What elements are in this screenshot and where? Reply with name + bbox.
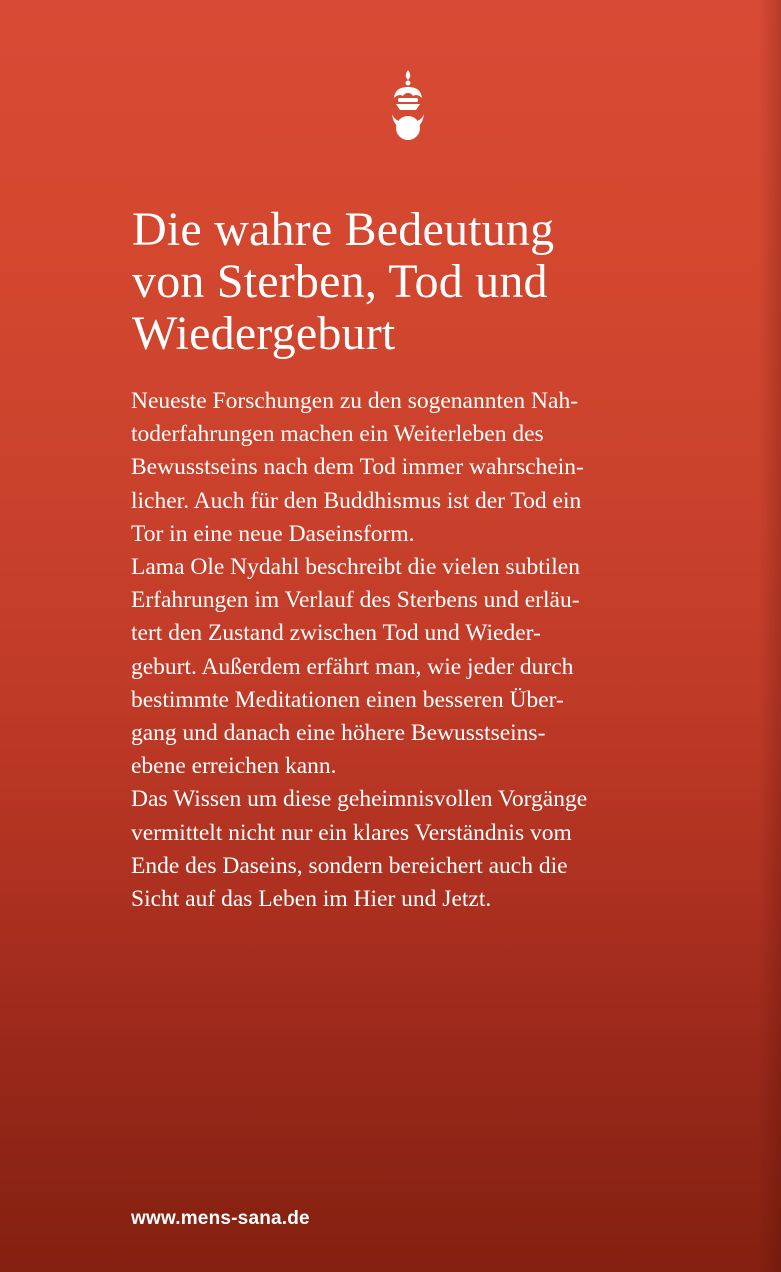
blurb-text [131,385,691,916]
blurb-line: Lama Ole Nydahl beschreibt die vielen subtilen [131,554,580,581]
blurb-line: licher. Auch für den Buddhismus ist der Tod ein [131,487,582,514]
blurb-line: vermittelt nicht nur ein klares Verständnis vom [131,819,572,846]
title-line: von Sterben, Tod und [132,255,548,308]
publisher-url: www.mens-sana.de [131,1208,310,1229]
blurb-line: Tor in eine neue Daseinsform. [131,520,415,547]
title-line: Wiedergeburt [132,307,396,360]
blurb-line: toderfahrungen machen ein Weiterleben des [131,421,544,448]
blurb-line: gang und danach eine höhere Bewusstseins- [131,720,546,747]
blurb-line: Sicht auf das Leben im Hier und Jetzt. [131,886,492,913]
book-title [132,204,752,360]
blurb-line: geburt. Außerdem erfährt man, wie jeder durch [131,653,574,680]
blurb-line: tert den Zustand zwischen Tod und Wieder- [131,620,541,647]
blurb-line: Bewusstseins nach dem Tod immer wahrschein- [131,454,584,481]
blurb-line: Erfahrungen im Verlauf des Sterbens und erläu- [131,587,580,614]
blurb-line: bestimmte Meditationen einen besseren Über- [131,686,564,713]
title-line: Die wahre Bedeutung [132,203,555,256]
spine-shadow [759,0,781,1272]
blurb-line: Ende des Daseins, sondern bereichert auch die [131,852,568,879]
blurb-line: ebene erreichen kann. [131,753,337,780]
blurb-line: Das Wissen um diese geheimnisvollen Vorgänge [131,786,588,813]
blurb-line: Neueste Forschungen zu den sogenannten Nah- [131,388,579,414]
dharma-emblem-icon [386,68,430,148]
